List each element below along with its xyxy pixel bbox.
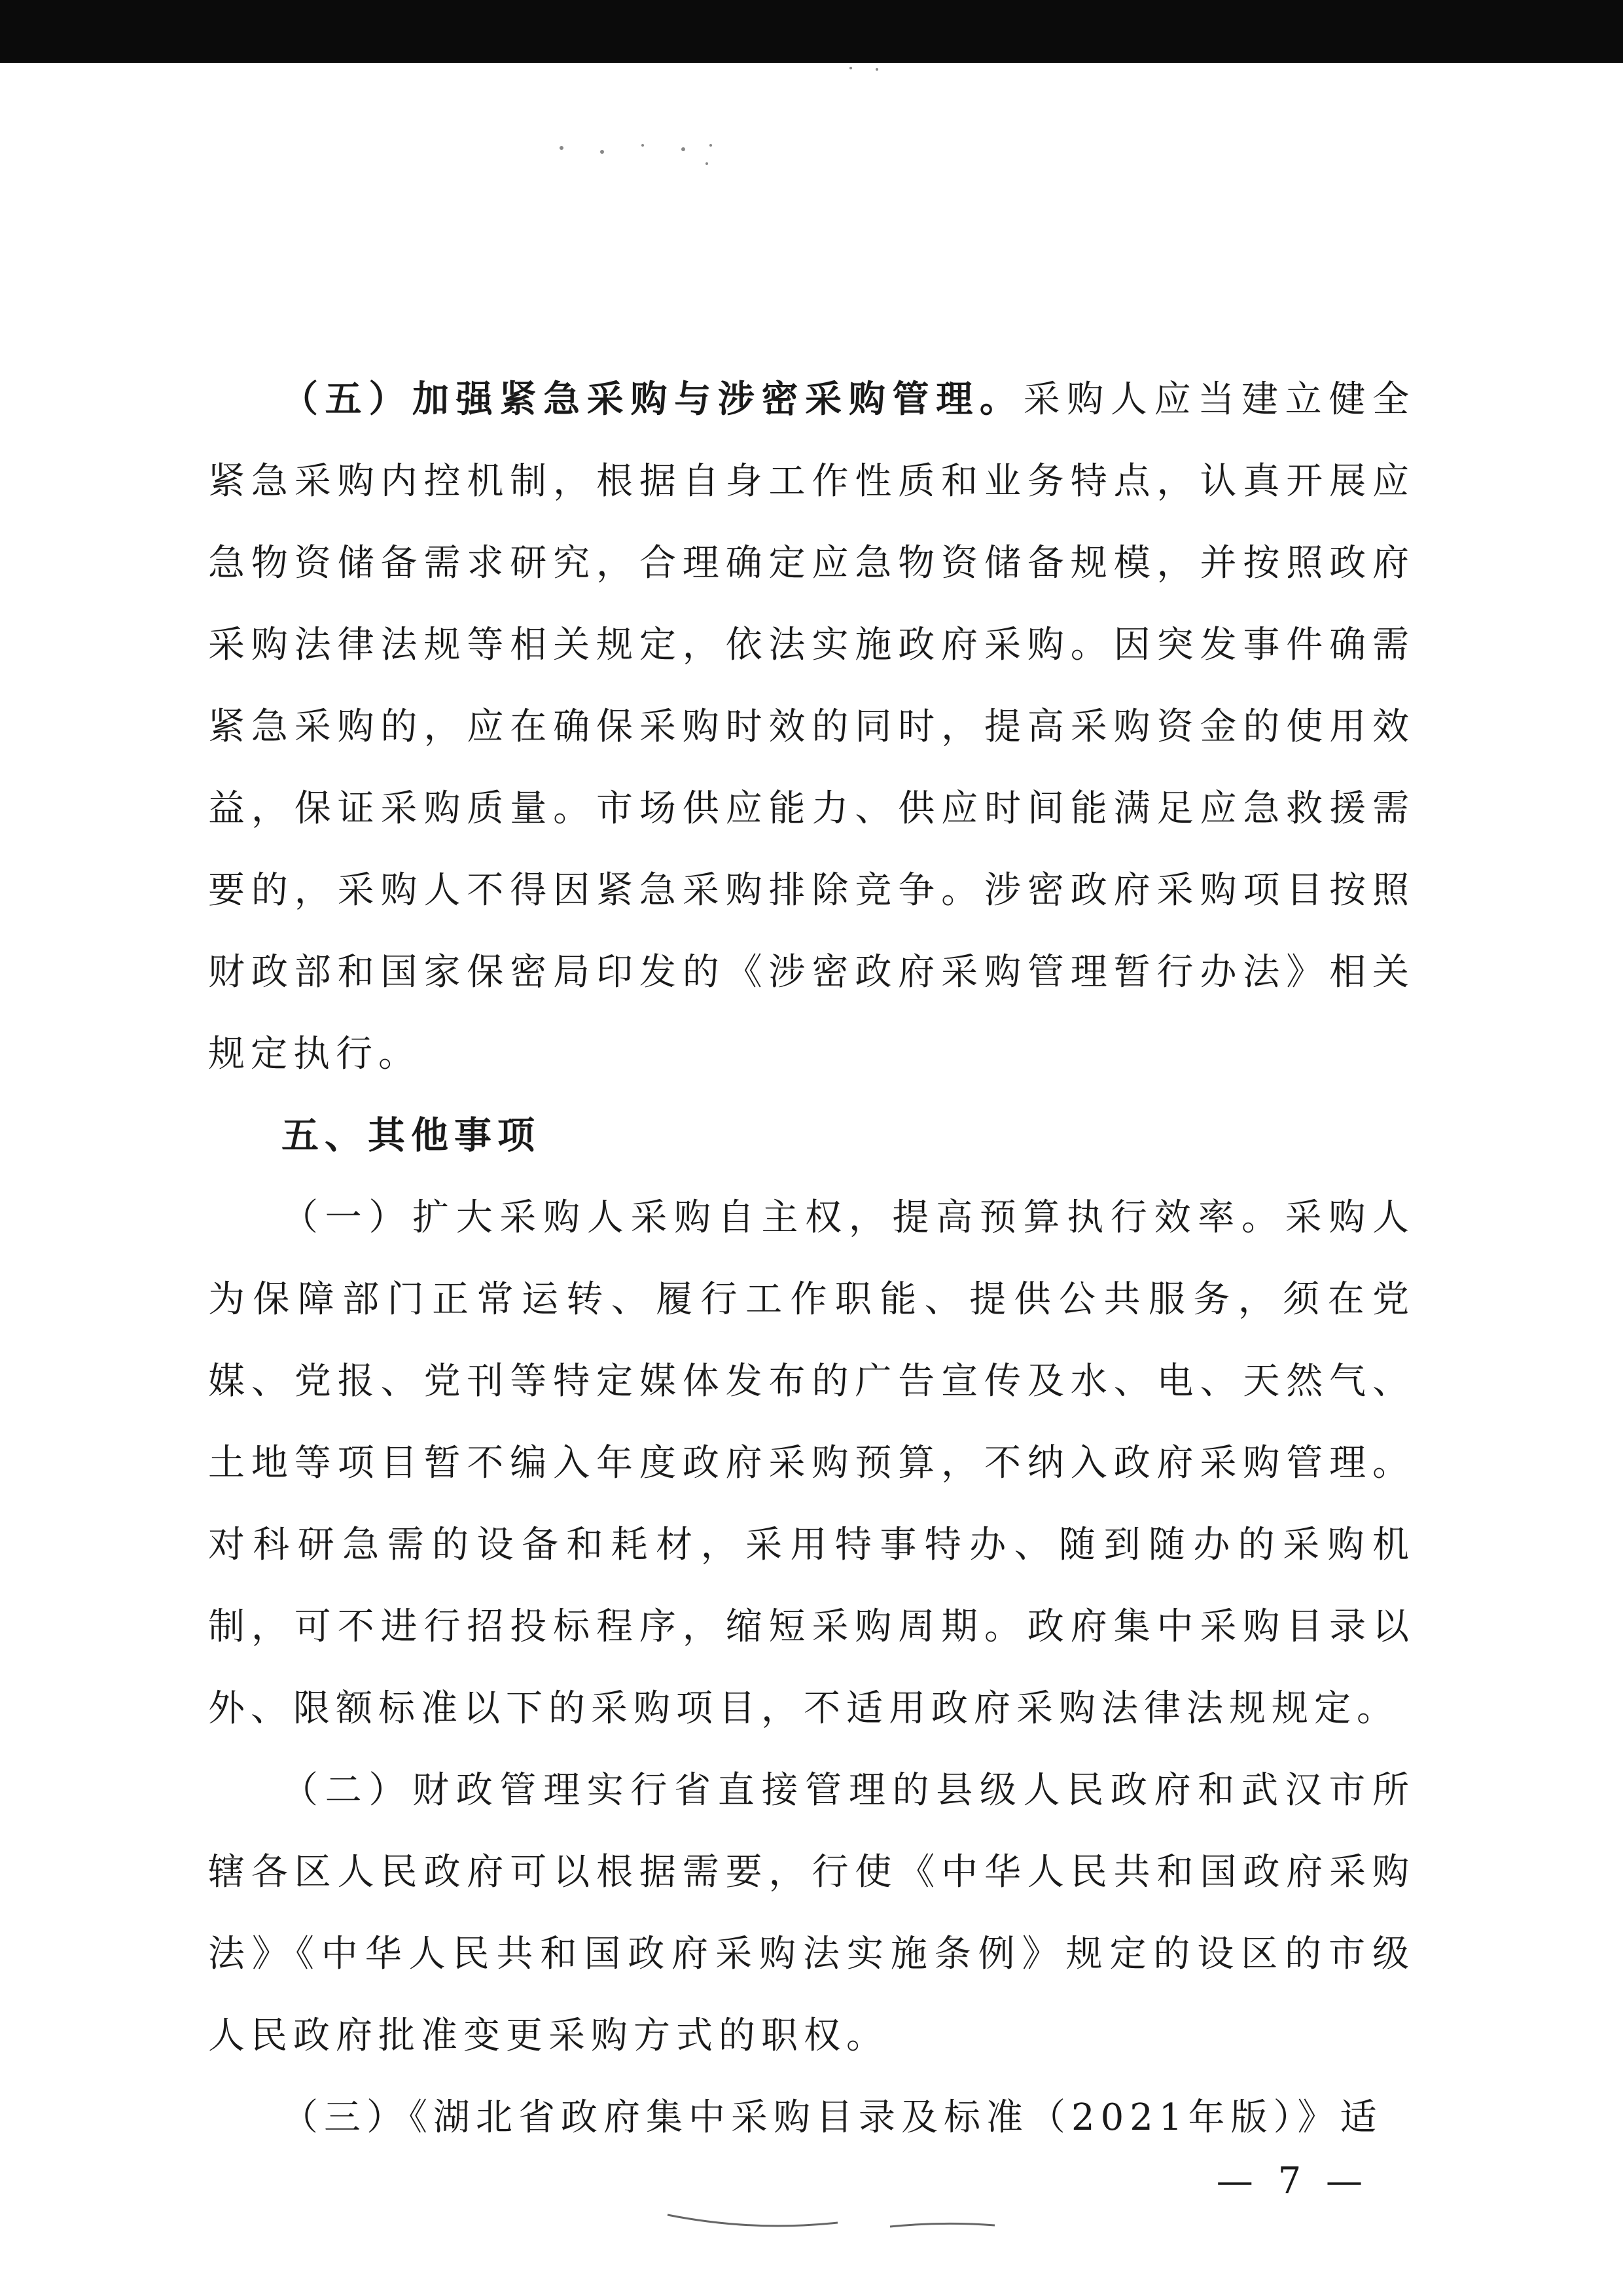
paragraph-text: 采购人应当建立健全紧急采购内控机制，根据自身工作性质和业务特点，认真开展应急物资储备需求研究，合理确定应急物资储备规模，并按照政府采购法律法规等相关规定，依法实施政府采购。因突发事件确需紧急采购的，应在确保采购时效的同时，提高采购资金的使用效益，保证采购质量。市场供应能力、供应时间能满足应急救援需要的，采购人不得因紧急采购排除竞争。涉密政府采购项目按照财政部和国家保密局印发的《涉密政府采购管理暂行办法》相关规定执行。 xyxy=(208,378,1416,1075)
paragraph-lead: （五）加强紧急采购与涉密采购管理。 xyxy=(281,378,1024,421)
item-1: （一）扩大采购人采购自主权，提高预算执行效率。采购人为保障部门正常运转、履行工作职能、提供公共服务，须在党媒、党报、党刊等特定媒体发布的广告宣传及水、电、天然气、土地等项目暂不编入年度政府采购预算，不纳入政府采购管理。对科研急需的设备和耗材，采用特事特办、随到随办的采购机制，可不进行招投标程序，缩短采购周期。政府集中采购目录以外、限额标准以下的采购项目，不适用政府采购法律法规规定。 xyxy=(208,1196,1415,1730)
section-heading: 五、其他事项 xyxy=(281,1114,541,1157)
item-3: （三）《湖北省政府集中采购目录及标准（2021年版）》适 xyxy=(281,2096,1383,2139)
page-number: — 7 — xyxy=(1216,2160,1369,2202)
paragraph-emergency-procurement xyxy=(208,359,1415,1095)
item-2: （二）财政管理实行省直接管理的县级人民政府和武汉市所辖各区人民政府可以根据需要，行使《中华人民共和国政府采购法》《中华人民共和国政府采购法实施条例》规定的设区的市级人民政府批准变更采购方式的职权。 xyxy=(208,1769,1415,2057)
scan-top-border xyxy=(0,0,1623,63)
document-body xyxy=(208,359,1415,2159)
